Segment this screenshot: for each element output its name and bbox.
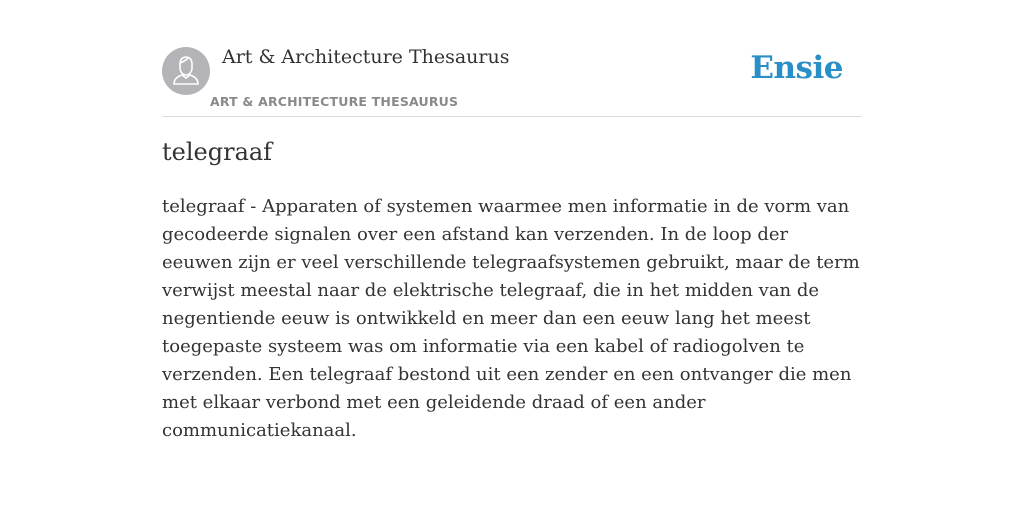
page-container bbox=[162, 0, 862, 512]
ensie-logo[interactable]: Ensie bbox=[750, 50, 843, 86]
term-title: telegraaf bbox=[162, 138, 273, 166]
user-avatar-icon[interactable] bbox=[162, 47, 210, 95]
source-title[interactable]: Art & Architecture Thesaurus bbox=[222, 46, 510, 68]
entry-header bbox=[162, 0, 862, 117]
term-definition: telegraaf - Apparaten of systemen waarmee men informatie in de vorm van gecodeerde signalen over een afstand kan verzenden. In de loop der eeuwen zijn er veel verschillende telegraafsystemen gebruikt, maar de term verwijst meestal naar de elektrische telegraaf, die in het midden van de negentiende eeuw is ontwikkeld en meer dan een eeuw lang het meest toegepaste systeem was om informatie via een kabel of radiogolven te verzenden. Een telegraaf bestond uit een zender en een ontvanger die men met elkaar verbond met een geleidende draad of een ander communicatiekanaal. bbox=[162, 196, 860, 441]
source-subtitle[interactable]: ART & ARCHITECTURE THESAURUS bbox=[210, 94, 459, 109]
